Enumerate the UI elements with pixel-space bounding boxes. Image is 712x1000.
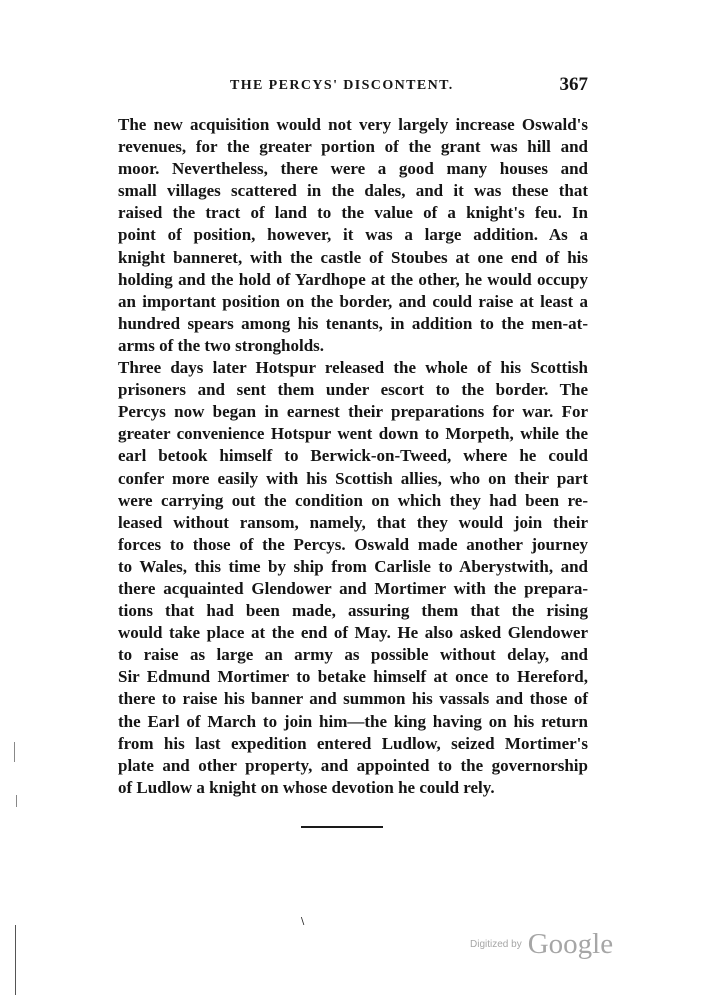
- text-line: point of position, however, it was a large addition. As a: [118, 225, 588, 245]
- text-line: The new acquisition would not very largely increase Oswald's: [118, 115, 588, 134]
- text-line: hundred spears among his tenants, in addition to the men-at-: [118, 313, 588, 333]
- text-line: there to raise his banner and summon his vassals and those of: [118, 689, 588, 709]
- text-line: Three days later Hotspur released the whole of his Scottish: [118, 358, 588, 378]
- text-line: there acquainted Glendower and Mortimer with the prepara-: [118, 578, 588, 598]
- text-line: tions that had been made, assuring them that the rising: [118, 601, 588, 621]
- text-line: of Ludlow a knight on whose devotion he could rely.: [118, 777, 495, 797]
- text-line: raised the tract of land to the value of a knight's feu. In: [118, 203, 588, 223]
- text-line: moor. Nevertheless, there were a good many houses and: [118, 159, 588, 179]
- scan-edge-mark: [16, 795, 17, 807]
- page-header: [118, 74, 588, 100]
- scan-edge-mark: [14, 742, 15, 762]
- text-line: Sir Edmund Mortimer to betake himself at once to Hereford,: [118, 667, 588, 687]
- text-line: from his last expedition entered Ludlow, seized Mortimer's: [118, 733, 588, 753]
- text-line: the Earl of March to join him—the king having on his return: [118, 711, 588, 731]
- text-line: Percys now began in earnest their preparations for war. For: [118, 402, 588, 422]
- scan-edge-mark: [15, 925, 16, 995]
- google-logo: Google: [527, 928, 614, 960]
- text-line: holding and the hold of Yardhope at the other, he would occupy: [118, 269, 588, 289]
- text-line: to raise as large an army as possible without delay, and: [118, 645, 588, 665]
- text-line: earl betook himself to Berwick-on-Tweed, where he could: [118, 446, 588, 466]
- body-text: [118, 114, 588, 799]
- watermark-prefix: Digitized by: [470, 939, 522, 950]
- text-line: confer more easily with his Scottish allies, who on their part: [118, 468, 588, 488]
- text-line: knight banneret, with the castle of Stoubes at one end of his: [118, 247, 588, 267]
- text-line: small villages scattered in the dales, and it was these that: [118, 181, 588, 201]
- paragraph: [118, 114, 588, 357]
- text-line: would take place at the end of May. He also asked Glendower: [118, 623, 588, 643]
- text-line: plate and other property, and appointed to the governorship: [118, 755, 588, 775]
- text-line: revenues, for the greater portion of the grant was hill and: [118, 137, 588, 157]
- text-line: forces to those of the Percys. Oswald made another journey: [118, 534, 588, 554]
- scan-mark: ∖: [299, 917, 306, 928]
- section-divider-rule: [301, 826, 383, 828]
- running-title: THE PERCYS' DISCONTENT.: [230, 78, 454, 93]
- text-line: to Wales, this time by ship from Carlisle to Aberystwith, and: [118, 556, 588, 576]
- text-line: were carrying out the condition on which they had been re-: [118, 490, 588, 510]
- text-line: leased without ransom, namely, that they would join their: [118, 512, 588, 532]
- page-number: 367: [559, 74, 588, 95]
- text-line: greater convenience Hotspur went down to Morpeth, while the: [118, 424, 588, 444]
- text-line: an important position on the border, and could raise at least a: [118, 291, 588, 311]
- text-line: arms of the two strongholds.: [118, 335, 325, 355]
- text-line: prisoners and sent them under escort to the border. The: [118, 380, 588, 400]
- paragraph: [118, 357, 588, 799]
- digitized-by-google-watermark: [470, 928, 620, 958]
